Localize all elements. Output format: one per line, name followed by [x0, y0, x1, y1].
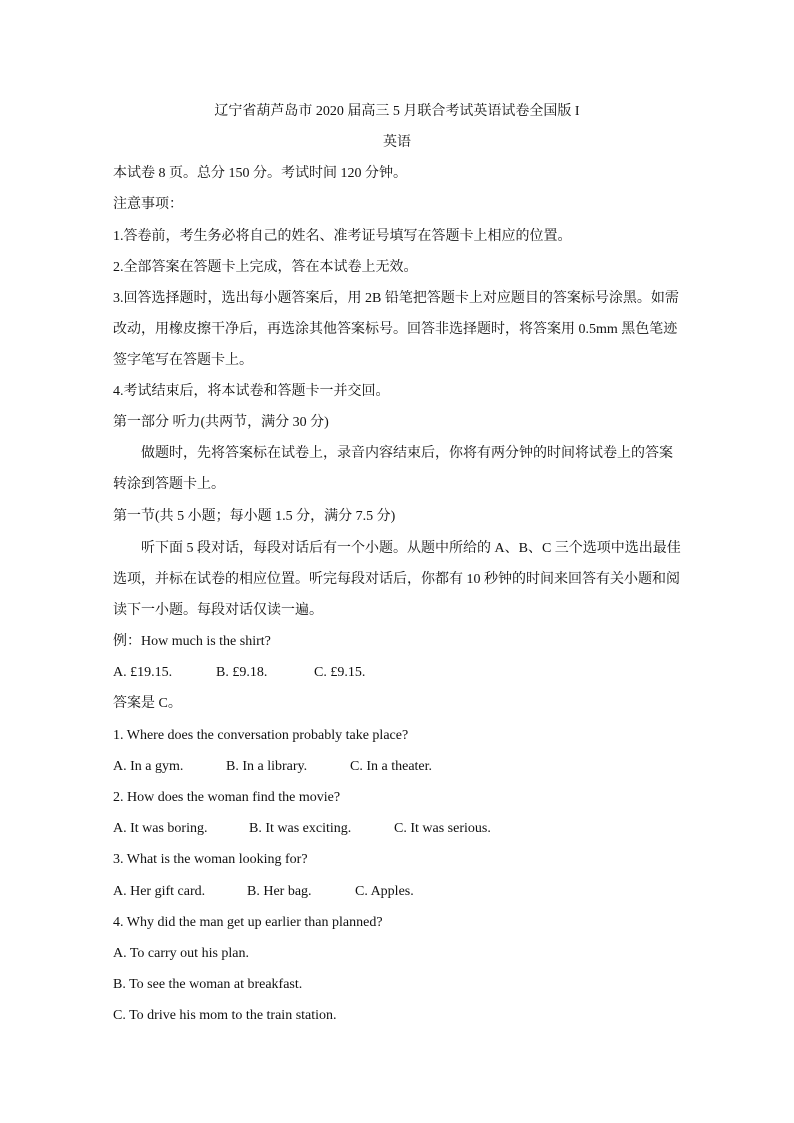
option-c: C. Apples.	[355, 884, 414, 899]
option-b: B. In a library.	[226, 759, 308, 774]
subject-title: 英语	[383, 135, 411, 150]
example-answer: 答案是 C。	[113, 696, 182, 711]
section1-instruction-line: 读下一小题。每段对话仅读一遍。	[113, 603, 323, 618]
note-line: 4.考试结束后，将本试卷和答题卡一并交回。	[113, 384, 390, 399]
note-line: 2.全部答案在答题卡上完成，答在本试卷上无效。	[113, 260, 418, 275]
part1-instruction-line: 做题时，先将答案标在试卷上，录音内容结束后，你将有两分钟的时间将试卷上的答案	[141, 446, 673, 461]
option-a: A. In a gym.	[113, 759, 184, 774]
option-b: B. Her bag.	[247, 884, 312, 899]
section1-heading: 第一节(共 5 小题；每小题 1.5 分，满分 7.5 分)	[113, 509, 396, 524]
example-option: C. £9.15.	[314, 665, 366, 680]
question-3: 3. What is the woman looking for?	[113, 852, 308, 867]
example-option: B. £9.18.	[216, 665, 268, 680]
part1-instruction-line: 转涂到答题卡上。	[113, 477, 225, 492]
exam-intro: 本试卷 8 页。总分 150 分。考试时间 120 分钟。	[113, 166, 407, 181]
notes-heading: 注意事项：	[113, 197, 183, 212]
question-4: 4. Why did the man get up earlier than planned?	[113, 915, 383, 930]
option-a: A. To carry out his plan.	[113, 946, 250, 961]
section1-instruction-line: 选项，并标在试卷的相应位置。听完每段对话后，你都有 10 秒钟的时间来回答有关小题和阅	[113, 572, 680, 587]
option-a: A. It was boring.	[113, 821, 208, 836]
option-c: C. It was serious.	[394, 821, 491, 836]
option-b: B. It was exciting.	[249, 821, 352, 836]
watermark	[602, 764, 610, 794]
part1-heading: 第一部分 听力(共两节，满分 30 分)	[113, 415, 329, 430]
note-line: 签字笔写在答题卡上。	[113, 353, 253, 368]
option-b: B. To see the woman at breakfast.	[113, 977, 303, 992]
section1-instruction-line: 听下面 5 段对话，每段对话后有一个小题。从题中所给的 A、B、C 三个选项中选出最佳	[141, 541, 681, 556]
example-option: A. £19.15.	[113, 665, 173, 680]
page-title: 辽宁省葫芦岛市 2020 届高三 5 月联合考试英语试卷全国版 I	[214, 104, 580, 119]
question-1: 1. Where does the conversation probably take place?	[113, 728, 409, 743]
note-line: 1.答卷前，考生务必将自己的姓名、准考证号填写在答题卡上相应的位置。	[113, 229, 572, 244]
question-2: 2. How does the woman find the movie?	[113, 790, 341, 805]
note-line: 改动，用橡皮擦干净后，再选涂其他答案标号。回答非选择题时，将答案用 0.5mm 黑色笔迹	[113, 322, 678, 337]
option-c: C. To drive his mom to the train station.	[113, 1008, 337, 1023]
option-c: C. In a theater.	[350, 759, 433, 774]
note-line: 3.回答选择题时，选出每小题答案后，用 2B 铅笔把答题卡上对应题目的答案标号涂黑。如需	[113, 291, 679, 306]
option-a: A. Her gift card.	[113, 884, 206, 899]
example-question: 例：How much is the shirt?	[113, 634, 271, 649]
